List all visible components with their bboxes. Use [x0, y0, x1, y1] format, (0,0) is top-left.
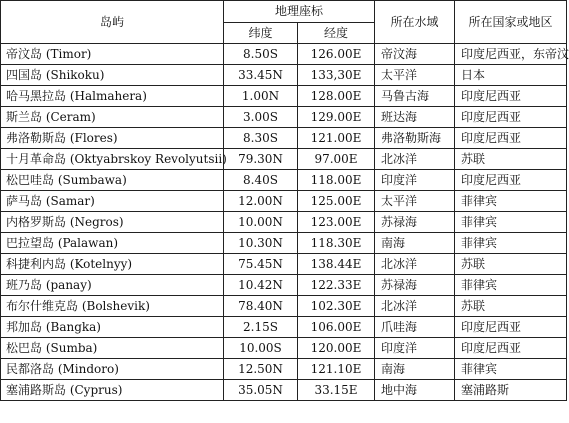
- longitude-cell: 128.00E: [298, 86, 375, 107]
- waters-cell: 马鲁古海: [375, 86, 455, 107]
- latitude-cell: 75.45N: [224, 254, 298, 275]
- waters-cell: 北冰洋: [375, 149, 455, 170]
- waters-cell: 班达海: [375, 107, 455, 128]
- latitude-cell: 10.00S: [224, 338, 298, 359]
- island-name-cell: 萨马岛 (Samar): [1, 191, 224, 212]
- longitude-cell: 122.33E: [298, 275, 375, 296]
- table-row: [1, 212, 567, 233]
- island-name-cell: 布尔什维克岛 (Bolshevik): [1, 296, 224, 317]
- waters-cell: 印度洋: [375, 338, 455, 359]
- country-cell: 菲律宾: [455, 275, 567, 296]
- table-row: [1, 317, 567, 338]
- waters-cell: 北冰洋: [375, 254, 455, 275]
- island-name-cell: 哈马黑拉岛 (Halmahera): [1, 86, 224, 107]
- country-cell: 菲律宾: [455, 233, 567, 254]
- latitude-cell: 2.15S: [224, 317, 298, 338]
- table-row: [1, 380, 567, 401]
- country-cell: 菲律宾: [455, 359, 567, 380]
- island-name-cell: 松巴岛 (Sumba): [1, 338, 224, 359]
- longitude-cell: 120.00E: [298, 338, 375, 359]
- longitude-cell: 125.00E: [298, 191, 375, 212]
- island-name-cell: 巴拉望岛 (Palawan): [1, 233, 224, 254]
- latitude-cell: 1.00N: [224, 86, 298, 107]
- latitude-cell: 3.00S: [224, 107, 298, 128]
- waters-cell: 爪哇海: [375, 317, 455, 338]
- header-waters: 所在水域: [375, 1, 455, 44]
- waters-cell: 印度洋: [375, 170, 455, 191]
- island-name-cell: 班乃岛 (panay): [1, 275, 224, 296]
- island-name-cell: 帝汶岛 (Timor): [1, 44, 224, 65]
- longitude-cell: 97.00E: [298, 149, 375, 170]
- island-name-cell: 松巴哇岛 (Sumbawa): [1, 170, 224, 191]
- latitude-cell: 12.50N: [224, 359, 298, 380]
- longitude-cell: 121.10E: [298, 359, 375, 380]
- longitude-cell: 118.30E: [298, 233, 375, 254]
- island-name-cell: 邦加岛 (Bangka): [1, 317, 224, 338]
- table-row: [1, 65, 567, 86]
- table-row: [1, 170, 567, 191]
- country-cell: 印度尼西亚，东帝汶: [455, 44, 567, 65]
- table-row: [1, 275, 567, 296]
- country-cell: 菲律宾: [455, 191, 567, 212]
- table-row: [1, 254, 567, 275]
- waters-cell: 苏禄海: [375, 275, 455, 296]
- longitude-cell: 102.30E: [298, 296, 375, 317]
- header-longitude: 经度: [298, 23, 375, 44]
- country-cell: 印度尼西亚: [455, 317, 567, 338]
- longitude-cell: 33.15E: [298, 380, 375, 401]
- latitude-cell: 33.45N: [224, 65, 298, 86]
- longitude-cell: 118.00E: [298, 170, 375, 191]
- longitude-cell: 106.00E: [298, 317, 375, 338]
- country-cell: 塞浦路斯: [455, 380, 567, 401]
- table-row: [1, 86, 567, 107]
- latitude-cell: 79.30N: [224, 149, 298, 170]
- longitude-cell: 129.00E: [298, 107, 375, 128]
- header-country: 所在国家或地区: [455, 1, 567, 44]
- waters-cell: 南海: [375, 359, 455, 380]
- country-cell: 印度尼西亚: [455, 128, 567, 149]
- island-name-cell: 斯兰岛 (Ceram): [1, 107, 224, 128]
- latitude-cell: 10.30N: [224, 233, 298, 254]
- island-name-cell: 科捷利内岛 (Kotelnyy): [1, 254, 224, 275]
- table-row: [1, 233, 567, 254]
- latitude-cell: 10.42N: [224, 275, 298, 296]
- island-name-cell: 内格罗斯岛 (Negros): [1, 212, 224, 233]
- waters-cell: 弗洛勒斯海: [375, 128, 455, 149]
- latitude-cell: 10.00N: [224, 212, 298, 233]
- header-row: [1, 1, 567, 23]
- latitude-cell: 8.30S: [224, 128, 298, 149]
- country-cell: 苏联: [455, 149, 567, 170]
- waters-cell: 苏禄海: [375, 212, 455, 233]
- header-island: 岛屿: [1, 1, 224, 44]
- table-row: [1, 296, 567, 317]
- island-name-cell: 塞浦路斯岛 (Cyprus): [1, 380, 224, 401]
- longitude-cell: 123.00E: [298, 212, 375, 233]
- table-row: [1, 107, 567, 128]
- island-name-cell: 十月革命岛 (Oktyabrskoy Revolyutsii): [1, 149, 224, 170]
- country-cell: 印度尼西亚: [455, 170, 567, 191]
- table-row: [1, 128, 567, 149]
- table-row: [1, 359, 567, 380]
- country-cell: 印度尼西亚: [455, 107, 567, 128]
- island-name-cell: 弗洛勒斯岛 (Flores): [1, 128, 224, 149]
- header-coords: 地理座标: [224, 1, 375, 23]
- longitude-cell: 126.00E: [298, 44, 375, 65]
- latitude-cell: 8.40S: [224, 170, 298, 191]
- table-row: [1, 191, 567, 212]
- waters-cell: 南海: [375, 233, 455, 254]
- country-cell: 苏联: [455, 296, 567, 317]
- latitude-cell: 78.40N: [224, 296, 298, 317]
- latitude-cell: 35.05N: [224, 380, 298, 401]
- waters-cell: 太平洋: [375, 191, 455, 212]
- table-row: [1, 338, 567, 359]
- longitude-cell: 121.00E: [298, 128, 375, 149]
- island-name-cell: 民都洛岛 (Mindoro): [1, 359, 224, 380]
- waters-cell: 帝汶海: [375, 44, 455, 65]
- longitude-cell: 133,30E: [298, 65, 375, 86]
- waters-cell: 地中海: [375, 380, 455, 401]
- waters-cell: 太平洋: [375, 65, 455, 86]
- table-row: [1, 149, 567, 170]
- waters-cell: 北冰洋: [375, 296, 455, 317]
- country-cell: 印度尼西亚: [455, 86, 567, 107]
- longitude-cell: 138.44E: [298, 254, 375, 275]
- table-row: [1, 44, 567, 65]
- header-latitude: 纬度: [224, 23, 298, 44]
- country-cell: 日本: [455, 65, 567, 86]
- table-body: [1, 44, 567, 401]
- latitude-cell: 12.00N: [224, 191, 298, 212]
- table-header: [1, 1, 567, 44]
- island-name-cell: 四国岛 (Shikoku): [1, 65, 224, 86]
- country-cell: 印度尼西亚: [455, 338, 567, 359]
- country-cell: 菲律宾: [455, 212, 567, 233]
- country-cell: 苏联: [455, 254, 567, 275]
- latitude-cell: 8.50S: [224, 44, 298, 65]
